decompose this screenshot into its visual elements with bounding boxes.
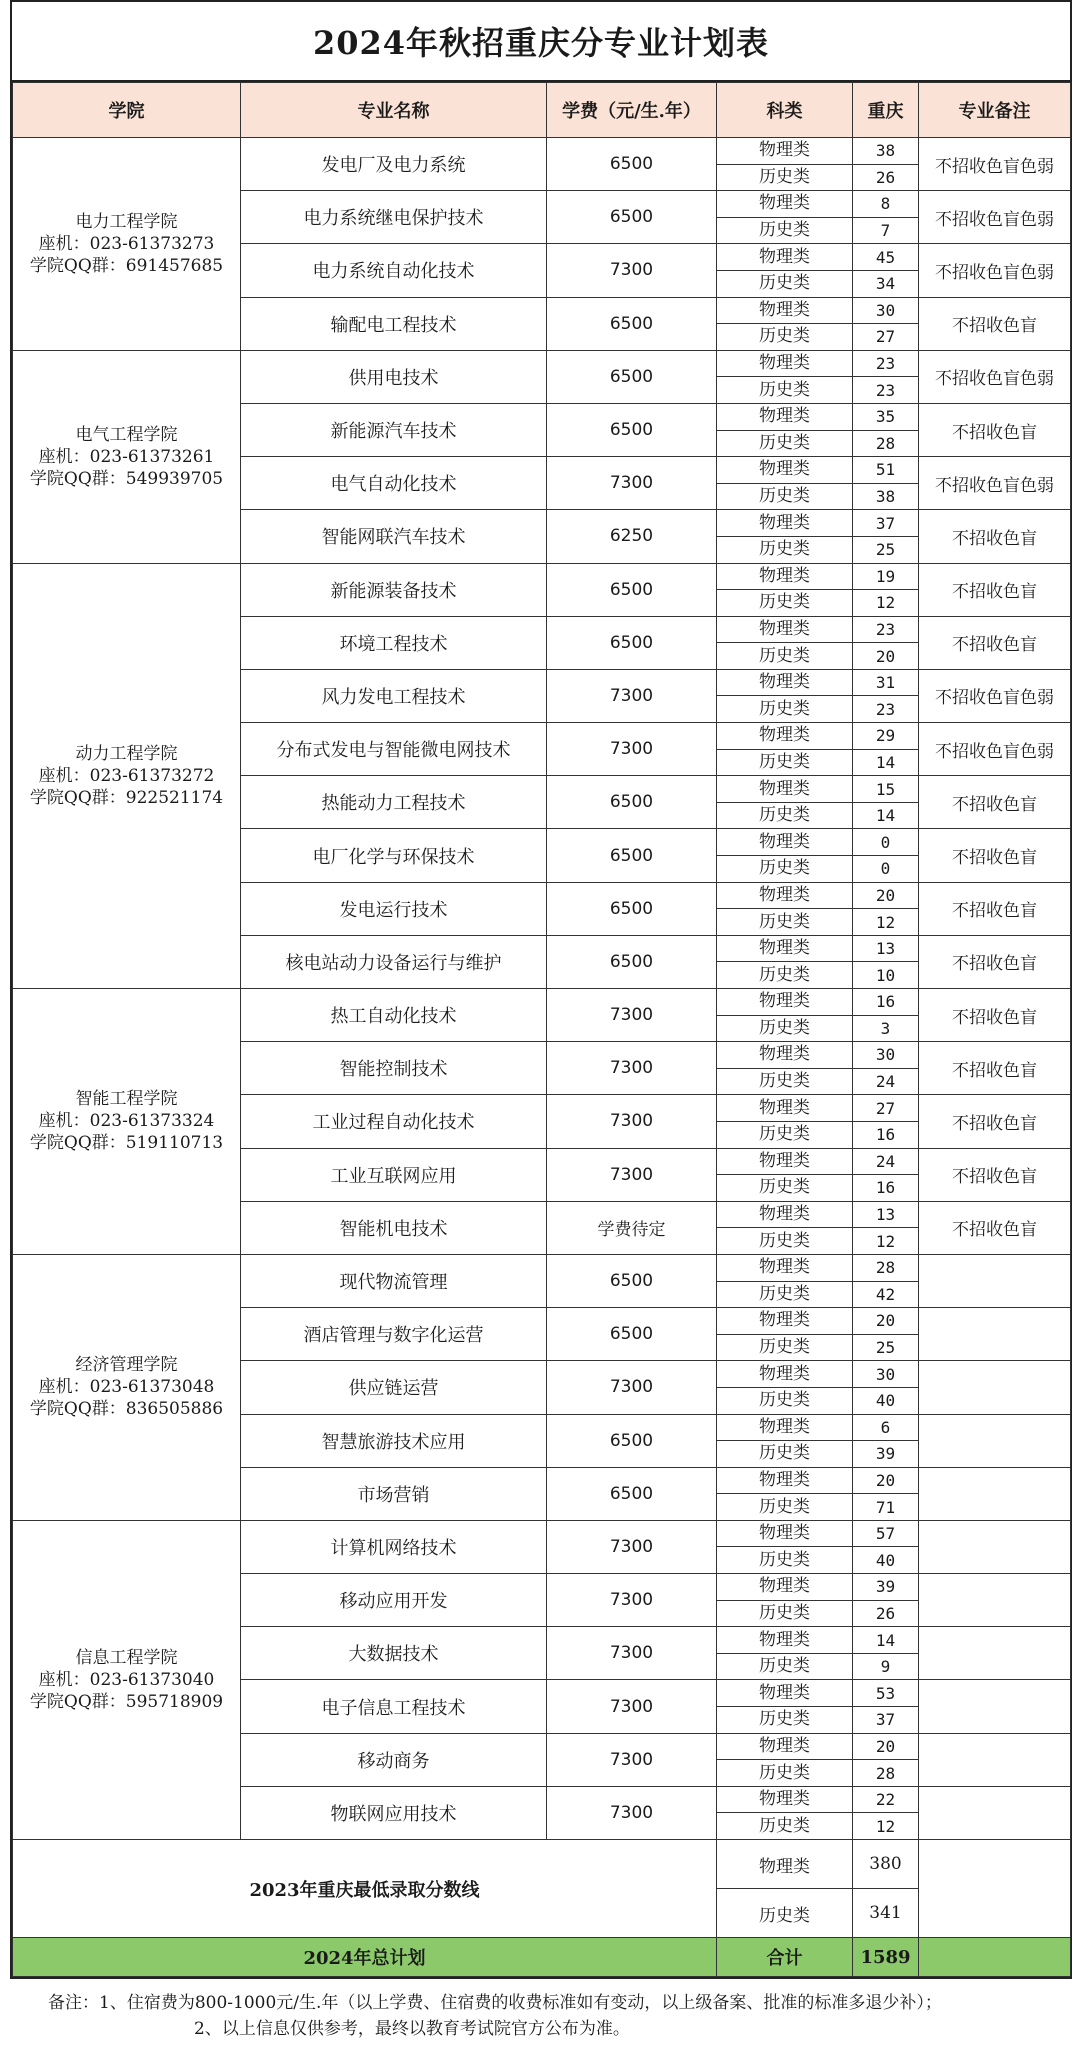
quota-physics: 39 xyxy=(853,1574,919,1601)
category-history: 历史类 xyxy=(717,1813,853,1840)
major-note xyxy=(919,1254,1071,1307)
quota-physics: 13 xyxy=(853,1201,919,1228)
major-name: 计算机网络技术 xyxy=(241,1520,547,1573)
category-physics: 物理类 xyxy=(717,669,853,696)
category-history: 历史类 xyxy=(717,1175,853,1202)
category-history: 历史类 xyxy=(717,1494,853,1521)
category-history: 历史类 xyxy=(717,643,853,670)
quota-history: 38 xyxy=(853,483,919,510)
major-fee: 7300 xyxy=(547,1148,717,1201)
quota-physics: 30 xyxy=(853,1042,919,1069)
category-physics: 物理类 xyxy=(717,1414,853,1441)
category-physics: 物理类 xyxy=(717,1786,853,1813)
major-fee: 6500 xyxy=(547,1254,717,1307)
category-physics: 物理类 xyxy=(717,1467,853,1494)
quota-physics: 14 xyxy=(853,1627,919,1654)
major-name: 热工自动化技术 xyxy=(241,989,547,1042)
major-fee: 7300 xyxy=(547,1680,717,1733)
college-phone: 座机：023-61373048 xyxy=(38,1377,215,1398)
quota-history: 40 xyxy=(853,1547,919,1574)
quota-physics: 20 xyxy=(853,1467,919,1494)
category-physics: 物理类 xyxy=(717,1148,853,1175)
college-phone: 座机：023-61373272 xyxy=(38,765,215,786)
category-history: 历史类 xyxy=(717,324,853,351)
college-phone: 座机：023-61373273 xyxy=(38,233,215,254)
college-qq: 学院QQ群：549939705 xyxy=(29,468,224,489)
major-note: 不招收色盲色弱 xyxy=(919,669,1071,722)
category-physics: 物理类 xyxy=(717,563,853,590)
quota-physics: 28 xyxy=(853,1254,919,1281)
quota-physics: 23 xyxy=(853,350,919,377)
quota-physics: 57 xyxy=(853,1520,919,1547)
major-fee: 7300 xyxy=(547,669,717,722)
category-physics: 物理类 xyxy=(717,457,853,484)
quota-history: 3 xyxy=(853,1015,919,1042)
table-body xyxy=(13,138,1071,1840)
category-history: 历史类 xyxy=(717,1068,853,1095)
major-note: 不招收色盲色弱 xyxy=(919,457,1071,510)
quota-history: 23 xyxy=(853,377,919,404)
footnote xyxy=(48,1990,942,2042)
quota-physics: 20 xyxy=(853,1733,919,1760)
category-history: 历史类 xyxy=(717,962,853,989)
major-fee: 6500 xyxy=(547,191,717,244)
quota-physics: 22 xyxy=(853,1786,919,1813)
table-row xyxy=(13,1254,1071,1281)
quota-history: 40 xyxy=(853,1387,919,1414)
quota-physics: 51 xyxy=(853,457,919,484)
quota-history: 12 xyxy=(853,1813,919,1840)
major-fee: 学费待定 xyxy=(547,1201,717,1254)
major-name: 核电站动力设备运行与维护 xyxy=(241,935,547,988)
category-history: 历史类 xyxy=(717,1281,853,1308)
category-physics: 物理类 xyxy=(717,989,853,1016)
major-name: 智能控制技术 xyxy=(241,1042,547,1095)
category-physics: 物理类 xyxy=(717,935,853,962)
college-name: 经济管理学院 xyxy=(75,1355,178,1376)
college-cell xyxy=(13,138,241,351)
category-physics: 物理类 xyxy=(717,1574,853,1601)
quota-history: 42 xyxy=(853,1281,919,1308)
major-fee: 6500 xyxy=(547,350,717,403)
quota-physics: 30 xyxy=(853,1361,919,1388)
major-note: 不招收色盲 xyxy=(919,829,1071,882)
college-cell xyxy=(13,989,241,1255)
min-score-history: 341 xyxy=(853,1889,919,1938)
category-physics: 物理类 xyxy=(717,1733,853,1760)
major-note: 不招收色盲 xyxy=(919,1042,1071,1095)
quota-history: 26 xyxy=(853,1600,919,1627)
major-fee: 6500 xyxy=(547,882,717,935)
major-note: 不招收色盲色弱 xyxy=(919,723,1071,776)
footnote-line-1: 备注：1、住宿费为800-1000元/生.年（以上学费、住宿费的收费标准如有变动，以上级备案、批准的标准多退少补）； xyxy=(48,1993,942,2013)
category-physics: 物理类 xyxy=(717,138,853,165)
category-physics: 物理类 xyxy=(717,297,853,324)
quota-history: 7 xyxy=(853,217,919,244)
major-name: 分布式发电与智能微电网技术 xyxy=(241,723,547,776)
college-name: 动力工程学院 xyxy=(75,743,178,764)
major-name: 电气自动化技术 xyxy=(241,457,547,510)
category-physics: 物理类 xyxy=(717,1361,853,1388)
major-fee: 6500 xyxy=(547,776,717,829)
plan-table xyxy=(12,82,1071,1977)
table-row xyxy=(13,989,1071,1016)
min-score-label: 2023年重庆最低录取分数线 xyxy=(13,1840,717,1938)
quota-physics: 19 xyxy=(853,563,919,590)
major-name: 新能源装备技术 xyxy=(241,563,547,616)
major-name: 供用电技术 xyxy=(241,350,547,403)
header-chongqing: 重庆 xyxy=(853,83,919,138)
footnote-line-2: 2、以上信息仅供参考，最终以教育考试院官方公布为准。 xyxy=(194,2019,630,2039)
page-title: 2024年秋招重庆分专业计划表 xyxy=(12,0,1070,82)
quota-physics: 16 xyxy=(853,989,919,1016)
quota-history: 10 xyxy=(853,962,919,989)
major-fee: 6500 xyxy=(547,403,717,456)
category-history: 历史类 xyxy=(717,1387,853,1414)
category-history: 历史类 xyxy=(717,590,853,617)
college-cell xyxy=(13,563,241,989)
category-physics: 物理类 xyxy=(717,350,853,377)
category-physics: 物理类 xyxy=(717,616,853,643)
category-history: 历史类 xyxy=(717,909,853,936)
category-physics: 物理类 xyxy=(717,829,853,856)
header-college: 学院 xyxy=(13,83,241,138)
quota-physics: 24 xyxy=(853,1148,919,1175)
major-fee: 6500 xyxy=(547,1308,717,1361)
category-physics: 物理类 xyxy=(717,723,853,750)
category-history: 历史类 xyxy=(717,483,853,510)
college-qq: 学院QQ群：922521174 xyxy=(29,787,224,808)
total-sum-label: 合计 xyxy=(717,1938,853,1977)
category-physics: 物理类 xyxy=(717,1095,853,1122)
major-fee: 6500 xyxy=(547,935,717,988)
major-fee: 6500 xyxy=(547,1467,717,1520)
major-fee: 7300 xyxy=(547,1786,717,1839)
table-row xyxy=(13,138,1071,165)
major-note xyxy=(919,1308,1071,1361)
major-note: 不招收色盲 xyxy=(919,1148,1071,1201)
quota-physics: 0 xyxy=(853,829,919,856)
quota-physics: 6 xyxy=(853,1414,919,1441)
category-history: 历史类 xyxy=(717,856,853,883)
category-history: 历史类 xyxy=(717,802,853,829)
major-note xyxy=(919,1361,1071,1414)
college-qq: 学院QQ群：595718909 xyxy=(29,1691,224,1712)
quota-physics: 30 xyxy=(853,297,919,324)
category-physics: 物理类 xyxy=(717,1308,853,1335)
major-name: 电力系统自动化技术 xyxy=(241,244,547,297)
quota-history: 0 xyxy=(853,856,919,883)
major-note: 不招收色盲 xyxy=(919,563,1071,616)
category-history: 历史类 xyxy=(717,749,853,776)
min-score-physics: 380 xyxy=(853,1840,919,1889)
quota-physics: 20 xyxy=(853,882,919,909)
major-fee: 7300 xyxy=(547,1627,717,1680)
table-row xyxy=(13,563,1071,590)
category-history: 历史类 xyxy=(717,1653,853,1680)
major-note xyxy=(919,1627,1071,1680)
header-category: 科类 xyxy=(717,83,853,138)
major-fee: 7300 xyxy=(547,989,717,1042)
major-fee: 7300 xyxy=(547,723,717,776)
major-note: 不招收色盲 xyxy=(919,935,1071,988)
category-history: 历史类 xyxy=(717,1441,853,1468)
category-history: 历史类 xyxy=(717,164,853,191)
header-fee: 学费（元/生.年） xyxy=(547,83,717,138)
major-note xyxy=(919,1680,1071,1733)
category-history: 历史类 xyxy=(717,696,853,723)
major-fee: 7300 xyxy=(547,1361,717,1414)
summary-body xyxy=(13,1840,1071,1977)
major-name: 电子信息工程技术 xyxy=(241,1680,547,1733)
category-physics: 物理类 xyxy=(717,1042,853,1069)
major-note: 不招收色盲 xyxy=(919,403,1071,456)
major-fee: 6500 xyxy=(547,138,717,191)
major-name: 热能动力工程技术 xyxy=(241,776,547,829)
college-phone: 座机：023-61373261 xyxy=(38,446,215,467)
total-empty xyxy=(919,1938,1071,1977)
quota-history: 12 xyxy=(853,590,919,617)
major-name: 智慧旅游技术应用 xyxy=(241,1414,547,1467)
college-qq: 学院QQ群：691457685 xyxy=(29,255,224,276)
major-name: 智能机电技术 xyxy=(241,1201,547,1254)
category-physics: 物理类 xyxy=(717,1680,853,1707)
quota-history: 24 xyxy=(853,1068,919,1095)
quota-history: 16 xyxy=(853,1121,919,1148)
major-note xyxy=(919,1574,1071,1627)
category-physics: 物理类 xyxy=(717,403,853,430)
college-name: 信息工程学院 xyxy=(75,1647,178,1668)
major-note: 不招收色盲 xyxy=(919,1201,1071,1254)
major-name: 供应链运营 xyxy=(241,1361,547,1414)
major-name: 风力发电工程技术 xyxy=(241,669,547,722)
major-name: 工业互联网应用 xyxy=(241,1148,547,1201)
category-history: 历史类 xyxy=(717,1760,853,1787)
quota-physics: 53 xyxy=(853,1680,919,1707)
category-physics: 物理类 xyxy=(717,1254,853,1281)
quota-physics: 45 xyxy=(853,244,919,271)
min-score-history-category: 历史类 xyxy=(717,1889,853,1938)
quota-history: 34 xyxy=(853,270,919,297)
table-row xyxy=(13,1520,1071,1547)
major-fee: 7300 xyxy=(547,1733,717,1786)
quota-history: 27 xyxy=(853,324,919,351)
major-name: 现代物流管理 xyxy=(241,1254,547,1307)
category-physics: 物理类 xyxy=(717,1627,853,1654)
total-row xyxy=(13,1938,1071,1977)
category-history: 历史类 xyxy=(717,1600,853,1627)
major-fee: 6500 xyxy=(547,1414,717,1467)
college-cell xyxy=(13,1254,241,1520)
category-physics: 物理类 xyxy=(717,776,853,803)
category-history: 历史类 xyxy=(717,1121,853,1148)
category-history: 历史类 xyxy=(717,1334,853,1361)
major-fee: 7300 xyxy=(547,457,717,510)
college-qq: 学院QQ群：519110713 xyxy=(29,1133,224,1154)
major-fee: 7300 xyxy=(547,244,717,297)
major-fee: 6500 xyxy=(547,616,717,669)
quota-physics: 27 xyxy=(853,1095,919,1122)
major-note: 不招收色盲 xyxy=(919,776,1071,829)
major-note xyxy=(919,1786,1071,1839)
major-note xyxy=(919,1520,1071,1573)
table-row xyxy=(13,350,1071,377)
major-note: 不招收色盲 xyxy=(919,297,1071,350)
category-history: 历史类 xyxy=(717,217,853,244)
major-name: 电力系统继电保护技术 xyxy=(241,191,547,244)
header-row xyxy=(13,83,1071,138)
major-name: 输配电工程技术 xyxy=(241,297,547,350)
quota-history: 25 xyxy=(853,1334,919,1361)
quota-history: 28 xyxy=(853,430,919,457)
major-fee: 6250 xyxy=(547,510,717,563)
quota-history: 28 xyxy=(853,1760,919,1787)
major-note: 不招收色盲色弱 xyxy=(919,191,1071,244)
category-history: 历史类 xyxy=(717,430,853,457)
min-score-note-empty xyxy=(919,1840,1071,1938)
quota-history: 14 xyxy=(853,749,919,776)
min-score-physics-category: 物理类 xyxy=(717,1840,853,1889)
category-history: 历史类 xyxy=(717,1707,853,1734)
college-qq: 学院QQ群：836505886 xyxy=(29,1399,224,1420)
major-name: 移动商务 xyxy=(241,1733,547,1786)
header-note: 专业备注 xyxy=(919,83,1071,138)
quota-history: 16 xyxy=(853,1175,919,1202)
category-physics: 物理类 xyxy=(717,1201,853,1228)
college-phone: 座机：023-61373324 xyxy=(38,1111,215,1132)
college-phone: 座机：023-61373040 xyxy=(38,1669,215,1690)
major-note: 不招收色盲 xyxy=(919,510,1071,563)
major-note: 不招收色盲 xyxy=(919,1095,1071,1148)
college-cell xyxy=(13,350,241,563)
major-name: 物联网应用技术 xyxy=(241,1786,547,1839)
major-name: 酒店管理与数字化运营 xyxy=(241,1308,547,1361)
major-note: 不招收色盲色弱 xyxy=(919,350,1071,403)
category-physics: 物理类 xyxy=(717,191,853,218)
quota-history: 9 xyxy=(853,1653,919,1680)
quota-physics: 20 xyxy=(853,1308,919,1335)
quota-history: 39 xyxy=(853,1441,919,1468)
major-note: 不招收色盲 xyxy=(919,882,1071,935)
major-note: 不招收色盲色弱 xyxy=(919,244,1071,297)
major-name: 大数据技术 xyxy=(241,1627,547,1680)
category-history: 历史类 xyxy=(717,536,853,563)
quota-history: 37 xyxy=(853,1707,919,1734)
category-physics: 物理类 xyxy=(717,510,853,537)
category-physics: 物理类 xyxy=(717,244,853,271)
major-name: 环境工程技术 xyxy=(241,616,547,669)
quota-history: 20 xyxy=(853,643,919,670)
major-note xyxy=(919,1414,1071,1467)
quota-physics: 35 xyxy=(853,403,919,430)
plan-table-sheet xyxy=(10,0,1072,1979)
total-label: 2024年总计划 xyxy=(13,1938,717,1977)
quota-physics: 8 xyxy=(853,191,919,218)
major-fee: 7300 xyxy=(547,1042,717,1095)
major-note: 不招收色盲 xyxy=(919,616,1071,669)
major-name: 发电运行技术 xyxy=(241,882,547,935)
major-fee: 7300 xyxy=(547,1520,717,1573)
quota-physics: 38 xyxy=(853,138,919,165)
quota-history: 14 xyxy=(853,802,919,829)
college-name: 电力工程学院 xyxy=(75,211,178,232)
quota-physics: 37 xyxy=(853,510,919,537)
category-history: 历史类 xyxy=(717,1547,853,1574)
min-score-row xyxy=(13,1840,1071,1889)
major-note: 不招收色盲色弱 xyxy=(919,138,1071,191)
total-value: 1589 xyxy=(853,1938,919,1977)
major-fee: 6500 xyxy=(547,829,717,882)
quota-history: 26 xyxy=(853,164,919,191)
college-name: 智能工程学院 xyxy=(75,1089,178,1110)
major-name: 发电厂及电力系统 xyxy=(241,138,547,191)
quota-physics: 15 xyxy=(853,776,919,803)
major-name: 市场营销 xyxy=(241,1467,547,1520)
quota-physics: 29 xyxy=(853,723,919,750)
quota-history: 71 xyxy=(853,1494,919,1521)
major-name: 工业过程自动化技术 xyxy=(241,1095,547,1148)
category-history: 历史类 xyxy=(717,377,853,404)
quota-physics: 13 xyxy=(853,935,919,962)
quota-physics: 23 xyxy=(853,616,919,643)
college-name: 电气工程学院 xyxy=(75,424,178,445)
quota-history: 12 xyxy=(853,909,919,936)
major-name: 新能源汽车技术 xyxy=(241,403,547,456)
category-history: 历史类 xyxy=(717,270,853,297)
quota-history: 12 xyxy=(853,1228,919,1255)
category-history: 历史类 xyxy=(717,1015,853,1042)
major-fee: 6500 xyxy=(547,297,717,350)
header-major: 专业名称 xyxy=(241,83,547,138)
major-note xyxy=(919,1467,1071,1520)
major-note xyxy=(919,1733,1071,1786)
college-cell xyxy=(13,1520,241,1839)
major-fee: 7300 xyxy=(547,1095,717,1148)
major-fee: 6500 xyxy=(547,563,717,616)
major-fee: 7300 xyxy=(547,1574,717,1627)
major-name: 智能网联汽车技术 xyxy=(241,510,547,563)
quota-history: 25 xyxy=(853,536,919,563)
major-name: 电厂化学与环保技术 xyxy=(241,829,547,882)
category-physics: 物理类 xyxy=(717,1520,853,1547)
major-note: 不招收色盲 xyxy=(919,989,1071,1042)
category-history: 历史类 xyxy=(717,1228,853,1255)
category-physics: 物理类 xyxy=(717,882,853,909)
major-name: 移动应用开发 xyxy=(241,1574,547,1627)
quota-history: 23 xyxy=(853,696,919,723)
quota-physics: 31 xyxy=(853,669,919,696)
